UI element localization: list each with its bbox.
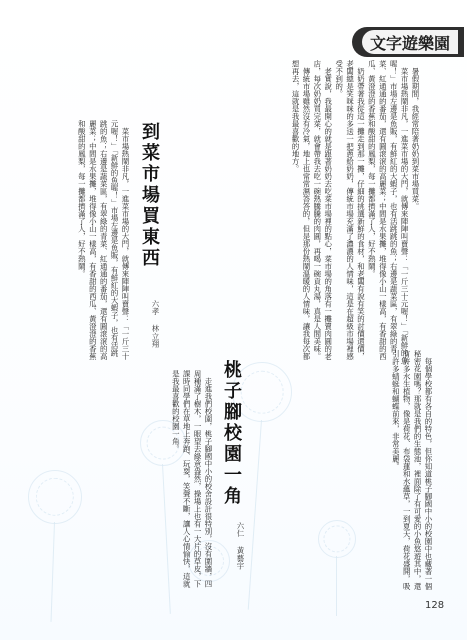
section-title-plate [362, 30, 458, 54]
article1-paragraph: 菜市場熱鬧非凡，一進菜市場的大門，就傳來陣陣叫賣聲：「一斤三十元喔！」「新鮮的魚喔！」市場左邊是魚販，有鮮紅的大蝦子，也有活跳跳的魚；右邊是蔬菜區，有翠綠的青菜、紅通通的番茄，還有圓滾滾的高麗菜；中間是水果攤，堆得像小山一樣高，有香甜的西瓜、黃澄澄的香蕉和酸甜的鳳梨，每一攤都擠滿了人，好不熱鬧。 [77, 120, 130, 360]
article2-title: 桃子腳校園一角 [221, 360, 242, 507]
article1-paragraph: 暑假期間，我經常陪著奶奶到菜市場買菜。 [411, 60, 420, 210]
section-title: 文字遊樂園 [369, 33, 450, 53]
article1-paragraph: 菜市場熱鬧非凡，一進菜市場的大門，就傳來陣陣叫賣聲：「一斤三十元喔！」「新鮮的魚喔！」市場左邊是魚販，有鮮紅的大蝦子，也有活跳跳的魚；右邊是蔬菜區，有翠綠的青菜、紅通通的番茄，還有圓滾滾的高麗菜；中間是水果攤，堆得像小山一樣高，有香甜的西瓜、黃澄澄的香蕉和酸甜的鳳梨，每一攤都擠滿了人，好不熱鬧。 [367, 60, 410, 364]
article2-body [255, 350, 433, 590]
article2-paragraph: 走進我們校園，桃子腳國中小的校舍設計很特別，沒有圍牆，四周種滿了樹木，一眼望去綠意盎然，操場上也有一大片的草皮，下課時同學們在草地上奔跑、玩耍，笑聲不斷，讓人心情愉快，這就是我最喜歡的校園一角。 [171, 370, 213, 588]
article1-body-continued [40, 120, 130, 360]
article2-paragraph: 每個學校都有各自的特色，但你知道桃子腳國中小的校園中也藏著一個秘密花園嗎？那就是我們的生態池，裡面除了有可愛的小魚悠遊其中，還有許多水生植物，像是荷花、布袋蓮和水蘊草，一到夏天，荷花盛開，吸引許多蜻蜓和蝴蝶前來，非常美麗。 [391, 350, 433, 590]
article2-body-continued [38, 370, 213, 590]
article1-paragraph: 傳統市場雖然沒有冷氣，地上也常常濕答答的，但是那份熱鬧溫暖的人情味，讓我每次都想再去，這就是我最喜歡的地方。 [291, 60, 311, 360]
article1-author: 六孝 林立翔 [151, 300, 160, 348]
article2-author: 六仁 黃藝宇 [236, 522, 245, 570]
page-number: 128 [425, 600, 445, 611]
article1-body [190, 60, 420, 365]
article1-paragraph: 老實說，我最開心的就是跟著奶奶去吃菜市場裡的點心，菜市場的角落有一攤賣肉圓的老店，每次奶奶買完菜，就會帶我去吃一碗熱騰騰的肉圓，再喝一碗貢丸湯，真是人間美味。 [312, 60, 333, 360]
article1-paragraph: 奶奶帶著我從這一攤走到那一攤，仔細的挑選新鮮的食材，和老闆有說有笑的討價還價，老闆總是笑咪咪的多送一把蔥給奶奶，傳統市場充滿了濃濃的人情味，這是在超級市場裡感受不到的。 [334, 60, 366, 360]
article1-title: 到菜市場買東西 [139, 122, 160, 269]
